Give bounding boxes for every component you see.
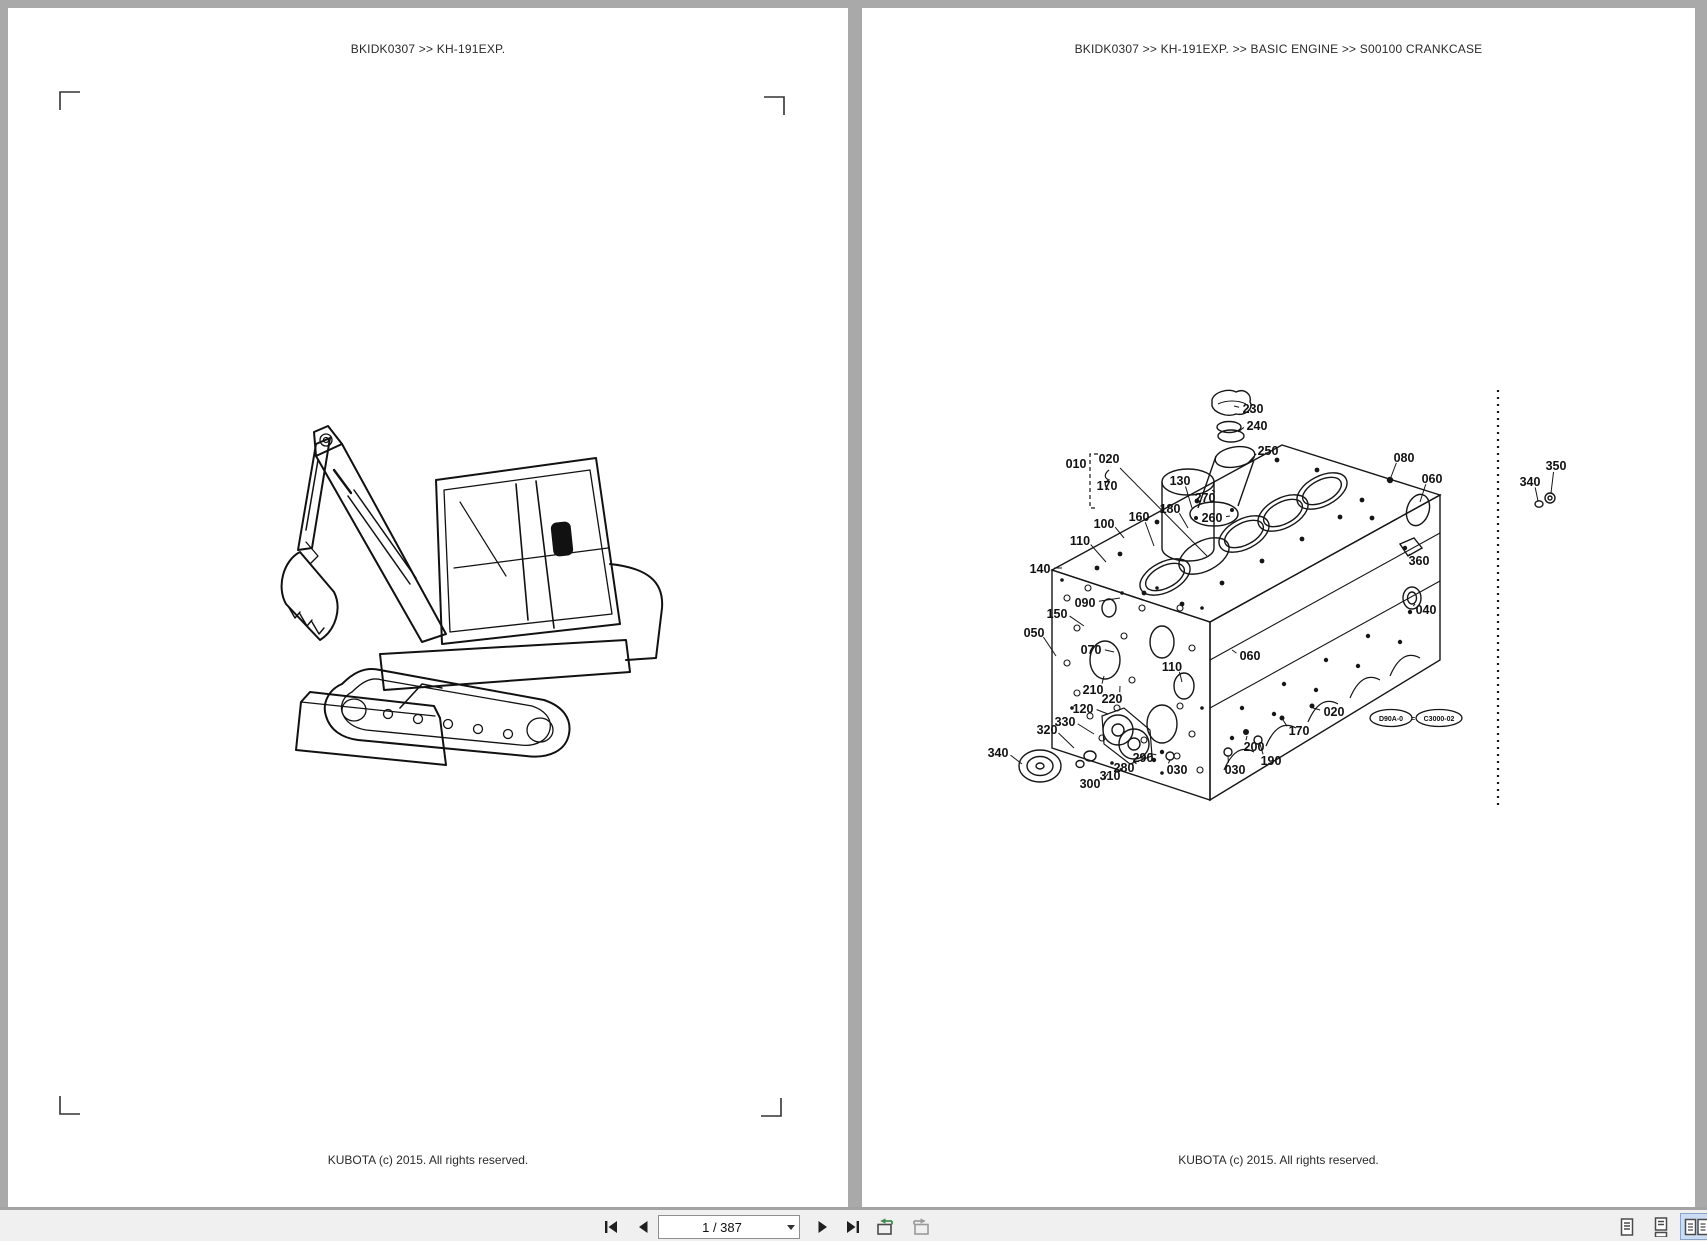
left-page — [8, 8, 848, 1207]
next-page-icon — [815, 1219, 831, 1235]
single-page-view-icon — [1618, 1217, 1636, 1237]
part-number-label: 170 — [1096, 479, 1118, 493]
page-number-input[interactable] — [658, 1215, 800, 1239]
part-number-label: 040 — [1415, 603, 1437, 617]
right-page-copyright: KUBOTA (c) 2015. All rights reserved. — [1178, 1153, 1379, 1167]
crankcase-diagram — [862, 8, 1695, 1207]
part-number-label: 220 — [1101, 692, 1123, 706]
part-number-label: 100 — [1093, 517, 1115, 531]
skip-to-first-icon — [602, 1219, 620, 1235]
part-number-label: 210 — [1082, 683, 1104, 697]
continuous-view-icon — [1652, 1217, 1670, 1237]
part-number-label: 080 — [1393, 451, 1415, 465]
part-number-label: 160 — [1128, 510, 1150, 524]
part-number-label: 170 — [1288, 724, 1310, 738]
part-number-label: 310 — [1099, 769, 1121, 783]
serial-join: = — [1410, 716, 1416, 723]
next-view-icon — [911, 1218, 931, 1236]
right-page-breadcrumb: BKIDK0307 >> KH-191EXP. >> BASIC ENGINE >> S00100 CRANKCASE — [1074, 42, 1483, 56]
part-number-label: 300 — [1079, 777, 1101, 791]
part-number-label: 060 — [1239, 649, 1261, 663]
left-page-copyright: KUBOTA (c) 2015. All rights reserved. — [327, 1153, 529, 1167]
part-number-label: 200 — [1243, 740, 1265, 754]
leader-line — [1234, 406, 1239, 407]
skip-to-last-icon — [844, 1219, 862, 1235]
part-number-label: 140 — [1029, 562, 1051, 576]
previous-view-icon — [875, 1218, 895, 1236]
leader-line — [1078, 724, 1094, 734]
left-page-breadcrumb: BKIDK0307 >> KH-191EXP. — [350, 42, 506, 56]
leader-lines — [1011, 406, 1554, 780]
part-number-label: 270 — [1194, 491, 1216, 505]
next-view-button[interactable] — [908, 1214, 934, 1240]
page-dropdown-arrow-icon[interactable] — [787, 1225, 795, 1230]
right-page — [862, 8, 1695, 1207]
serial-code-left: D90A-0 — [1378, 716, 1404, 723]
previous-view-button[interactable] — [872, 1214, 898, 1240]
viewer-toolbar — [0, 1207, 1707, 1241]
previous-page-button[interactable] — [630, 1214, 656, 1240]
part-number-label: 340 — [1519, 475, 1541, 489]
part-number-label: 150 — [1046, 607, 1068, 621]
single-page-view-button[interactable] — [1612, 1213, 1642, 1240]
part-number-label: 020 — [1323, 705, 1345, 719]
part-number-label: 320 — [1036, 723, 1058, 737]
part-number-label: 110 — [1069, 534, 1091, 548]
leader-line — [1058, 733, 1074, 748]
part-number-label: 260 — [1201, 511, 1223, 525]
leader-line — [1145, 522, 1154, 546]
part-number-label: 340 — [987, 746, 1009, 760]
part-number-label: 010 — [1065, 457, 1087, 471]
serial-break-codes — [1370, 710, 1462, 727]
part-number-label: 330 — [1054, 715, 1076, 729]
leader-line — [1097, 710, 1108, 714]
part-number-label: 190 — [1260, 754, 1282, 768]
leader-line — [1105, 650, 1114, 652]
previous-page-icon — [635, 1219, 651, 1235]
part-number-label: 070 — [1080, 643, 1102, 657]
part-number-label: 230 — [1242, 402, 1264, 416]
part-number-label: 350 — [1545, 459, 1567, 473]
part-number-label: 120 — [1072, 702, 1094, 716]
two-page-view-icon — [1684, 1217, 1707, 1237]
excavator-illustration — [8, 8, 848, 1207]
serial-code-right: C3000-02 — [1423, 716, 1455, 723]
part-number-label: 290 — [1132, 751, 1154, 765]
part-number-label: 110 — [1161, 660, 1183, 674]
leader-line — [1115, 527, 1124, 538]
part-number-label: 130 — [1169, 474, 1191, 488]
part-number-label: 360 — [1408, 554, 1430, 568]
part-number-label: 250 — [1257, 444, 1279, 458]
leader-line — [1226, 516, 1230, 517]
next-page-button[interactable] — [810, 1214, 836, 1240]
leader-line — [1420, 484, 1426, 502]
leader-line — [1091, 545, 1106, 562]
continuous-view-button[interactable] — [1646, 1213, 1676, 1240]
part-number-label: 050 — [1023, 626, 1045, 640]
excavator-drawing — [282, 426, 663, 765]
last-page-button[interactable] — [840, 1214, 866, 1240]
part-number-label: 090 — [1074, 596, 1096, 610]
leader-line — [1551, 472, 1554, 493]
leader-line — [1535, 487, 1538, 501]
crop-marks — [60, 92, 784, 1116]
part-number-label: 180 — [1159, 502, 1181, 516]
part-number-label: 240 — [1246, 419, 1268, 433]
page-number-box — [658, 1215, 800, 1239]
first-page-button[interactable] — [598, 1214, 624, 1240]
leader-line — [1179, 513, 1188, 528]
two-page-view-button[interactable] — [1680, 1213, 1707, 1240]
part-number-label: 060 — [1421, 472, 1443, 486]
leader-line — [1232, 650, 1237, 653]
part-number-label: 280 — [1113, 761, 1135, 775]
leader-line — [1043, 637, 1056, 656]
part-number-label: 020 — [1098, 452, 1120, 466]
part-number-label: 030 — [1166, 763, 1188, 777]
part-number-label: 030 — [1224, 763, 1246, 777]
